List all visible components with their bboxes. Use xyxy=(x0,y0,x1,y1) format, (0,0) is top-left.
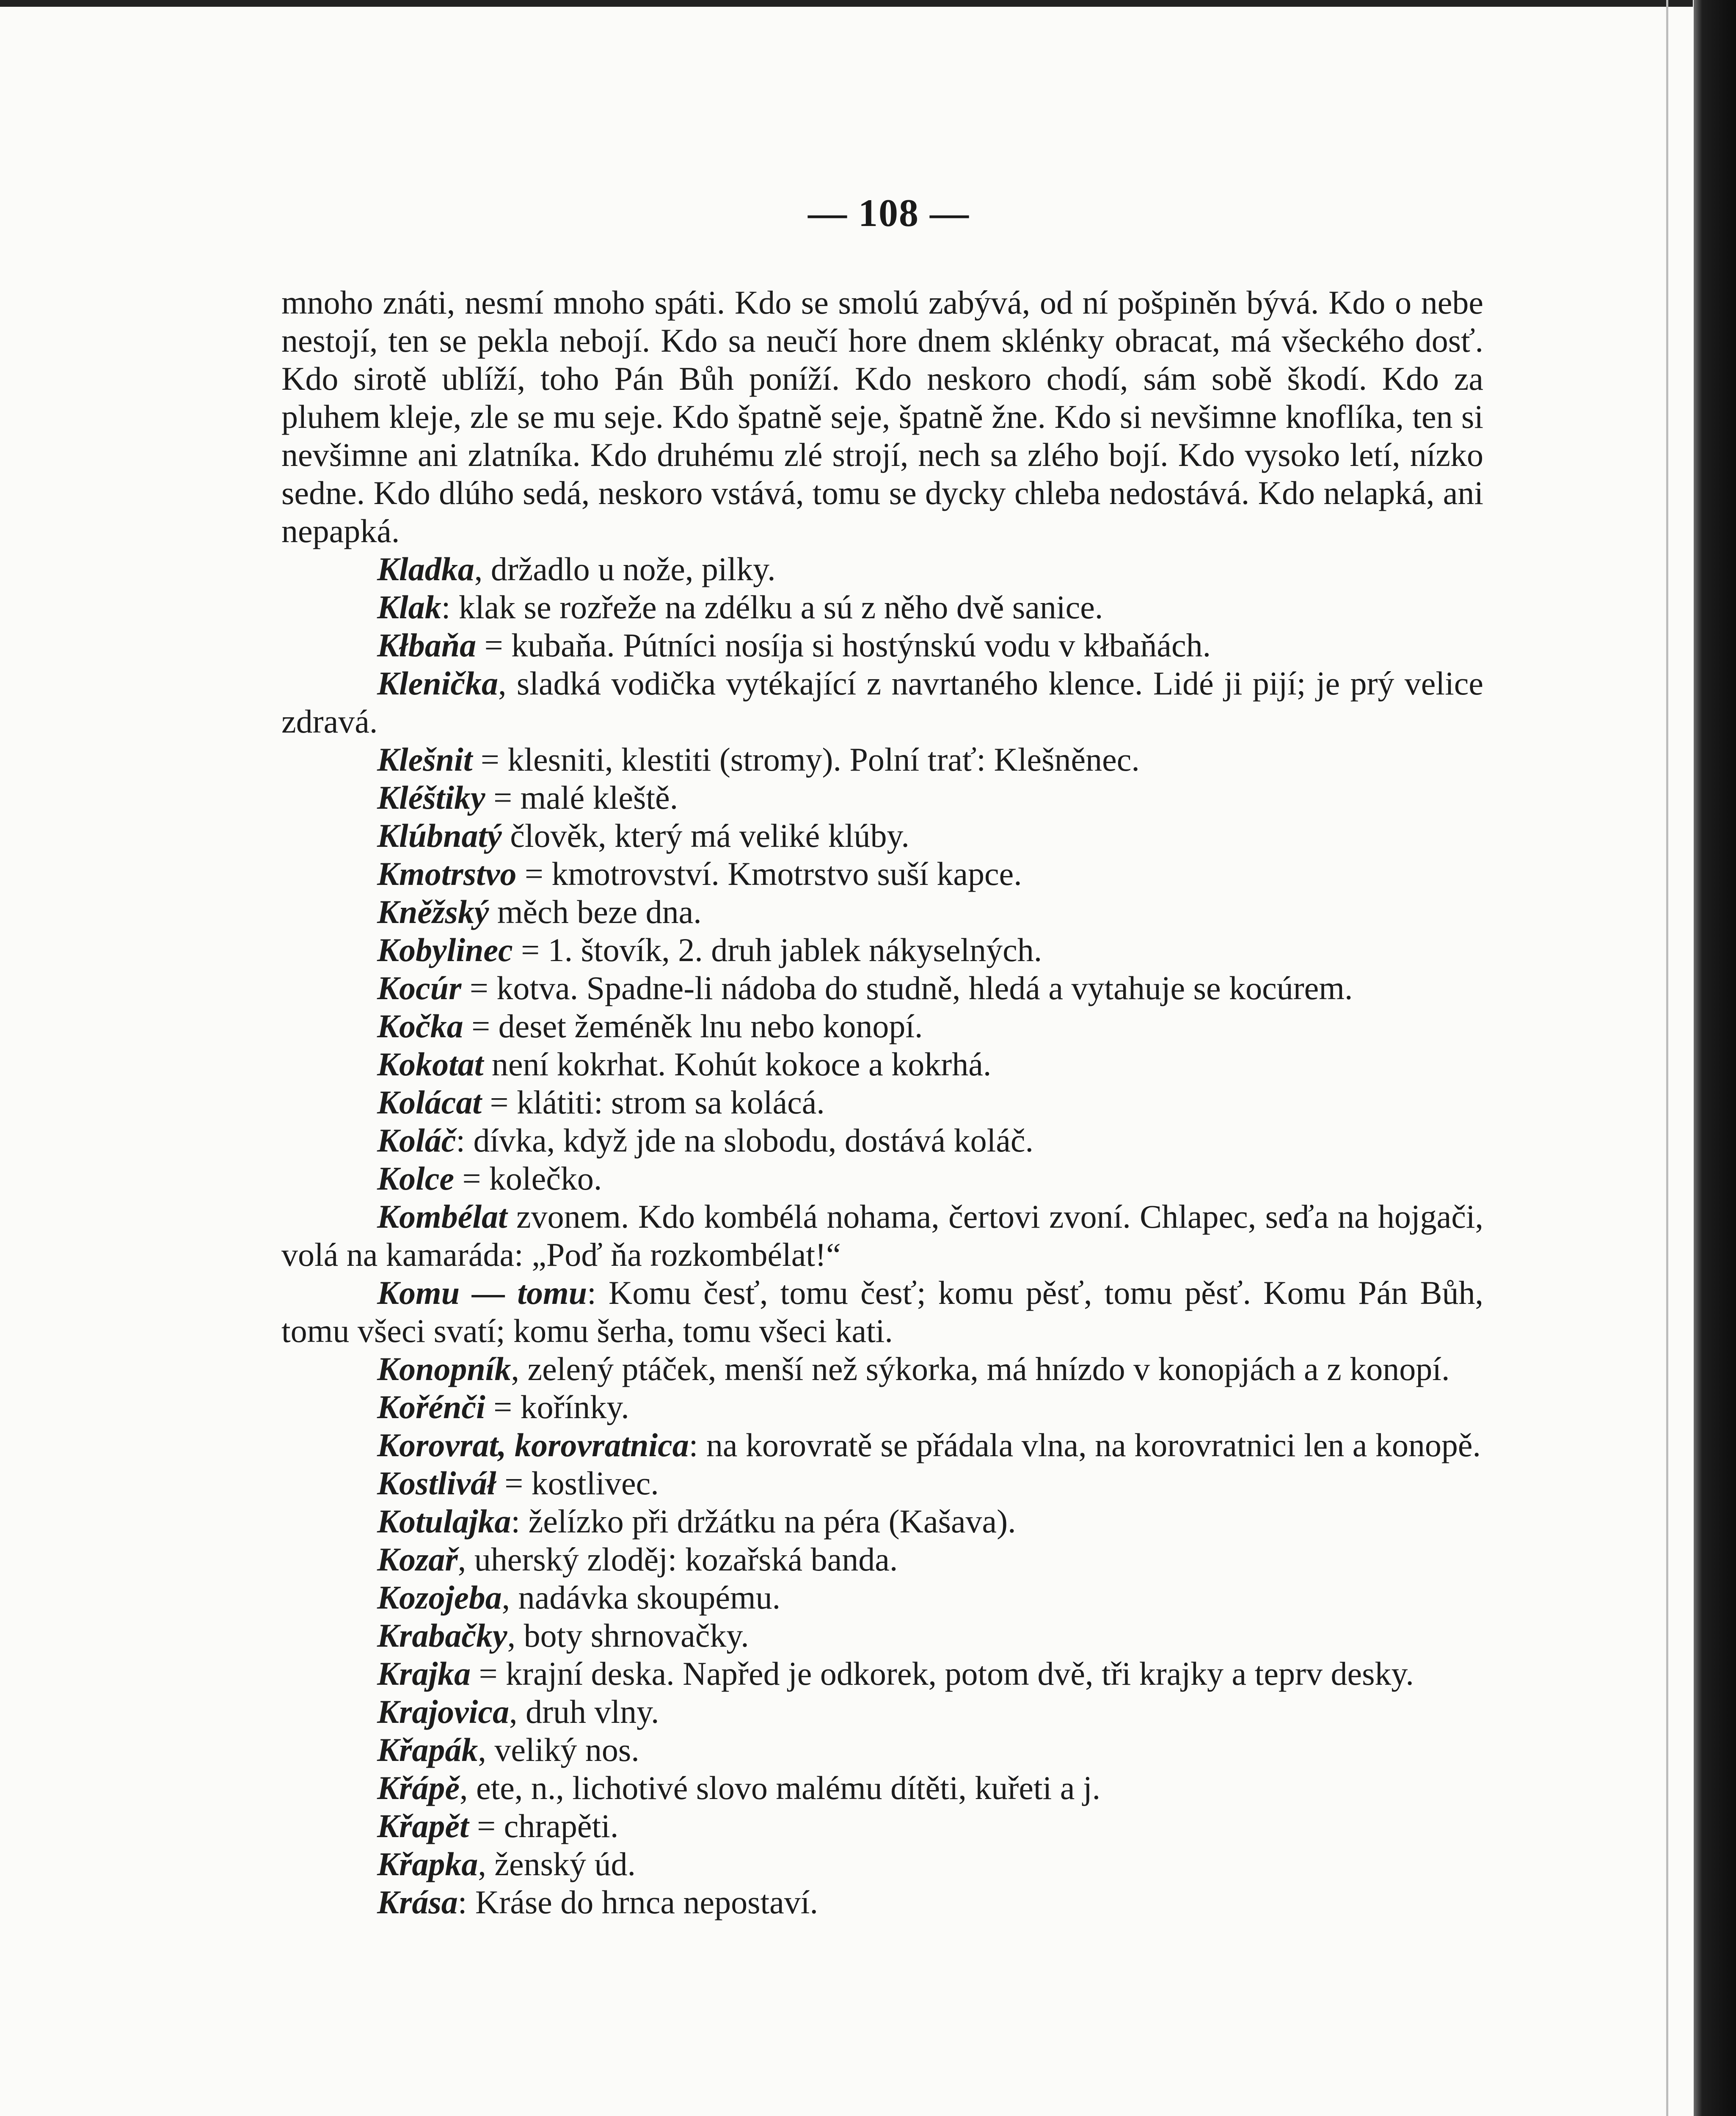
entry-definition: měch beze dna. xyxy=(489,893,702,930)
entry-definition: , držadlo u nože, pilky. xyxy=(474,551,776,587)
entry-definition: = kmotrovství. Kmotrstvo suší kapce. xyxy=(516,855,1022,892)
dictionary-entry xyxy=(281,1617,1483,1655)
entry-headword: Klak xyxy=(377,589,441,625)
dictionary-entry xyxy=(281,741,1483,779)
dictionary-entry xyxy=(281,664,1483,741)
entry-definition: = kostlivec. xyxy=(496,1465,659,1502)
dictionary-entry xyxy=(281,1121,1483,1160)
entry-headword: Krajka xyxy=(377,1655,471,1692)
dictionary-text xyxy=(281,284,1483,1921)
entry-definition: = malé kleště. xyxy=(485,779,678,816)
entry-headword: Kozař xyxy=(377,1541,458,1578)
entry-headword: Kombélat xyxy=(377,1198,507,1235)
entry-definition: = kořínky. xyxy=(485,1389,629,1425)
dictionary-entry xyxy=(281,1388,1483,1426)
entry-headword: Komu — tomu xyxy=(377,1274,587,1311)
entry-headword: Kozojeba xyxy=(377,1579,502,1616)
entry-definition: zvonem. Kdo kombélá nohama, čertovi zvoní. Chlapec, seďa na hojgači, volá na kamaráda: „Poď ňa rozkombélat!“ xyxy=(281,1198,1483,1273)
dictionary-entry xyxy=(281,550,1483,588)
entry-definition: : Komu česť, tomu česť; komu pěsť, tomu pěsť. Komu Pán Bůh, tomu všeci svatí; komu šerha, tomu všeci kati. xyxy=(281,1274,1483,1349)
dictionary-entry xyxy=(281,1540,1483,1579)
entry-headword: Kokotat xyxy=(377,1046,484,1083)
entry-definition: , nadávka skoupému. xyxy=(502,1579,781,1616)
page-number: — 108 — xyxy=(808,191,970,234)
entry-definition: : dívka, když jde na slobodu, dostává koláč. xyxy=(456,1122,1034,1159)
entry-headword: Kolácat xyxy=(377,1084,482,1121)
entry-headword: Kostliváł xyxy=(377,1465,496,1502)
dictionary-entry xyxy=(281,1579,1483,1617)
entry-headword: Kmotrstvo xyxy=(377,855,517,892)
entry-headword: Křápě xyxy=(377,1769,460,1806)
entry-definition: , boty shrnovačky. xyxy=(507,1617,749,1654)
dictionary-entry xyxy=(281,1464,1483,1502)
entry-headword: Kořénči xyxy=(377,1389,485,1425)
entry-headword: Kléštiky xyxy=(377,779,485,816)
entry-definition: = kotva. Spadne-li nádoba do studně, hledá a vytahuje se kocúrem. xyxy=(461,970,1353,1006)
dictionary-entry xyxy=(281,1883,1483,1921)
entry-definition: , ete, n., lichotivé slovo malému dítěti, kuřeti a j. xyxy=(460,1769,1101,1806)
entry-headword: Kněžský xyxy=(377,893,489,930)
entry-definition: : klak se rozřeže na zdélku a sú z něho dvě sanice. xyxy=(441,589,1103,625)
entry-headword: Krása xyxy=(377,1884,458,1920)
entry-headword: Korovrat, korovratnica xyxy=(377,1427,689,1463)
entry-headword: Křapka xyxy=(377,1846,478,1882)
entry-definition: : na korovratě se přádala vlna, na korovratnici len a konopě. xyxy=(689,1427,1481,1463)
dictionary-entry xyxy=(281,931,1483,969)
entry-definition: : Kráse do hrnca nepostaví. xyxy=(457,1884,818,1920)
dictionary-entry xyxy=(281,1845,1483,1883)
dictionary-entry xyxy=(281,1426,1483,1464)
dictionary-entry xyxy=(281,1693,1483,1731)
entry-definition: , sladká vodička vytékající z navrtaného klence. Lidé ji pijí; je prý velice zdravá. xyxy=(281,665,1483,740)
entry-definition: = kubaňa. Pútníci nosíja si hostýnskú vodu v kłbaňách. xyxy=(476,627,1211,664)
entry-headword: Kočka xyxy=(377,1008,463,1044)
entry-definition: , uherský zloděj: kozařská banda. xyxy=(457,1541,898,1578)
entry-headword: Klenička xyxy=(377,665,498,702)
entry-definition: = klátiti: strom sa kolácá. xyxy=(482,1084,825,1121)
dictionary-entry xyxy=(281,1731,1483,1769)
entry-headword: Klešnit xyxy=(377,741,473,778)
dictionary-entry xyxy=(281,817,1483,855)
dictionary-entry xyxy=(281,855,1483,893)
entry-headword: Kocúr xyxy=(377,970,462,1006)
dictionary-entry xyxy=(281,588,1483,626)
entry-definition: = 1. štovík, 2. druh jablek nákyselných. xyxy=(513,931,1042,968)
dictionary-entry xyxy=(281,1350,1483,1388)
entry-headword: Krajovica xyxy=(377,1693,509,1730)
entry-definition: = deset žeméněk lnu nebo konopí. xyxy=(463,1008,923,1044)
entry-headword: Křapák xyxy=(377,1731,478,1768)
entry-definition: , ženský úd. xyxy=(478,1846,636,1882)
dictionary-entry xyxy=(281,626,1483,664)
entry-headword: Kobylinec xyxy=(377,931,513,968)
dictionary-entry xyxy=(281,1655,1483,1693)
dictionary-entry xyxy=(281,1160,1483,1198)
entry-definition: = chrapěti. xyxy=(468,1807,619,1844)
entry-definition: = kolečko. xyxy=(454,1160,602,1197)
dictionary-entry xyxy=(281,893,1483,931)
entry-definition: = krajní deska. Napřed je odkorek, potom dvě, tři krajky a teprv desky. xyxy=(471,1655,1414,1692)
dictionary-entry xyxy=(281,1007,1483,1045)
intro-paragraph: mnoho znáti, nesmí mnoho spáti. Kdo se smolú zabývá, od ní pošpiněn bývá. Kdo o nebe nestojí, ten se pekla nebojí. Kdo sa neučí hore dnem sklénky obracat, má všeckého dosť. Kdo sirotě ublíží, toho Pán Bůh poníží. Kdo neskoro chodí, sám sobě škodí. Kdo za pluhem kleje, zle se mu seje. Kdo špatně seje, špatně žne. Kdo si nevšimne knoflíka, ten si nevšimne ani zlatníka. Kdo druhému zlé strojí, nech sa zlého bojí. Kdo vysoko letí, nízko sedne. Kdo dlúho sedá, neskoro vstává, tomu se dycky chleba nedostává. Kdo nelapká, ani nepapká. xyxy=(281,284,1483,549)
dictionary-entry xyxy=(281,1083,1483,1121)
entry-definition: , veliký nos. xyxy=(478,1731,639,1768)
scan-top-shadow xyxy=(0,0,1693,7)
entry-definition: , druh vlny. xyxy=(509,1693,659,1730)
dictionary-entry xyxy=(281,1045,1483,1083)
entry-headword: Klúbnatý xyxy=(377,817,502,854)
scan-edge-line xyxy=(1666,0,1668,2116)
entry-headword: Kolce xyxy=(377,1160,454,1197)
entry-definition: , zelený ptáček, menší než sýkorka, má hnízdo v konopjách a z konopí. xyxy=(511,1350,1450,1387)
dictionary-entry xyxy=(281,779,1483,817)
entry-headword: Koláč xyxy=(377,1122,456,1159)
entry-headword: Krabačky xyxy=(377,1617,507,1654)
dictionary-entry xyxy=(281,1198,1483,1274)
dictionary-entry xyxy=(281,969,1483,1007)
entry-definition: člověk, který má veliké klúby. xyxy=(502,817,909,854)
entry-headword: Kłbaňa xyxy=(377,627,477,664)
dictionary-entry xyxy=(281,1502,1483,1540)
entry-definition: : želízko při držátku na péra (Kašava). xyxy=(511,1503,1016,1540)
entry-headword: Křapět xyxy=(377,1807,469,1844)
dictionary-entry xyxy=(281,1274,1483,1350)
entry-headword: Kladka xyxy=(377,551,474,587)
scan-edge xyxy=(1694,0,1736,2116)
entry-headword: Konopník xyxy=(377,1350,511,1387)
dictionary-entry xyxy=(281,1807,1483,1845)
entry-definition: = klesniti, klestiti (stromy). Polní trať: Klešněnec. xyxy=(472,741,1140,778)
entry-headword: Kotulajka xyxy=(377,1503,511,1540)
entry-definition: není kokrhat. Kohút kokoce a kokrhá. xyxy=(483,1046,992,1083)
dictionary-entry xyxy=(281,1769,1483,1807)
